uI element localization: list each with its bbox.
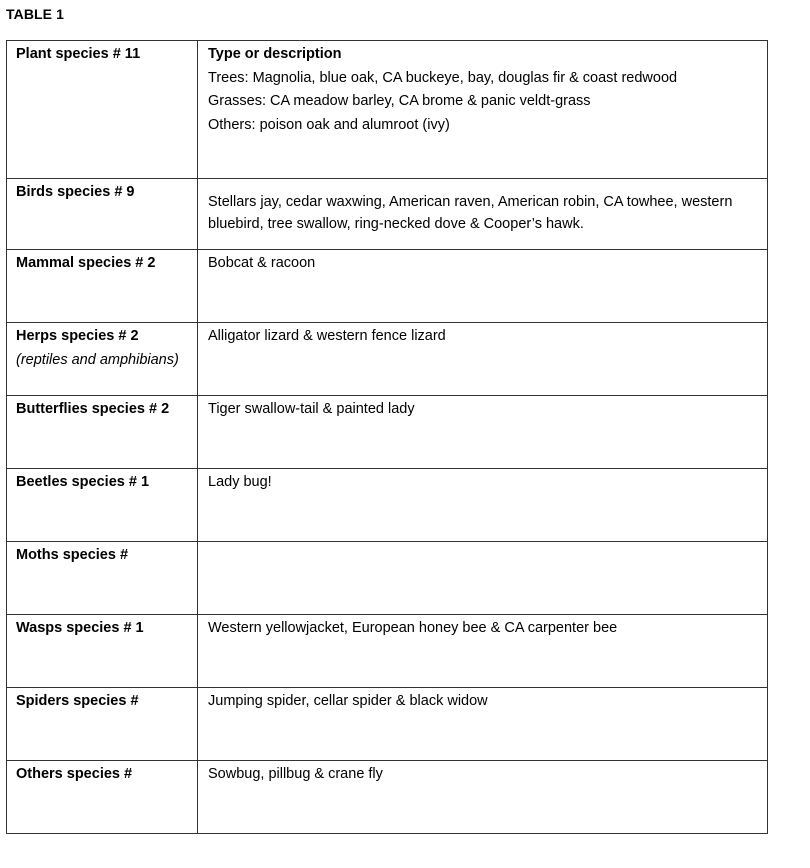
table-row-plants bbox=[7, 41, 768, 179]
row-description-mammals: Bobcat & racoon bbox=[208, 255, 316, 271]
label-cell-spiders bbox=[7, 688, 198, 761]
description-heading: Type or description bbox=[208, 46, 342, 62]
table-row-herps bbox=[7, 323, 768, 396]
desc-cell-wasps bbox=[198, 615, 768, 688]
label-cell-birds bbox=[7, 179, 198, 250]
plants-others-line: Others: poison oak and alumroot (ivy) bbox=[208, 116, 450, 133]
row-label-plants: Plant species # 11 bbox=[16, 46, 141, 62]
row-label-mammals: Mammal species # 2 bbox=[16, 255, 156, 271]
species-table bbox=[6, 40, 768, 834]
label-cell-plants bbox=[7, 41, 198, 179]
row-description-wasps: Western yellowjacket, European honey bee & CA carpenter bee bbox=[208, 620, 618, 636]
table-caption: TABLE 1 bbox=[6, 6, 64, 22]
row-label-moths: Moths species # bbox=[16, 547, 129, 563]
desc-cell-spiders bbox=[198, 688, 768, 761]
row-description-birds: Stellars jay, cedar waxwing, American raven, American robin, CA towhee, western bluebird, tree swallow, ring-necked dove & Cooper’s hawk. bbox=[208, 194, 733, 232]
table-row-mammals bbox=[7, 250, 768, 323]
plants-trees-line: Trees: Magnolia, blue oak, CA buckeye, bay, douglas fir & coast redwood bbox=[208, 69, 678, 86]
table-row-butterflies bbox=[7, 396, 768, 469]
desc-cell-beetles bbox=[198, 469, 768, 542]
desc-cell-moths bbox=[198, 542, 768, 615]
table-row-birds bbox=[7, 179, 768, 250]
desc-cell-others bbox=[198, 761, 768, 834]
row-description-herps: Alligator lizard & western fence lizard bbox=[208, 328, 446, 344]
desc-cell-butterflies bbox=[198, 396, 768, 469]
label-cell-others bbox=[7, 761, 198, 834]
table-row-moths bbox=[7, 542, 768, 615]
label-cell-butterflies bbox=[7, 396, 198, 469]
desc-cell-plants bbox=[198, 41, 768, 179]
row-note-herps: (reptiles and amphibians) bbox=[16, 351, 179, 368]
label-cell-moths bbox=[7, 542, 198, 615]
desc-cell-mammals bbox=[198, 250, 768, 323]
label-cell-mammals bbox=[7, 250, 198, 323]
plants-grasses-line: Grasses: CA meadow barley, CA brome & panic veldt-grass bbox=[208, 93, 591, 109]
row-label-butterflies: Butterflies species # 2 bbox=[16, 401, 170, 417]
row-label-wasps: Wasps species # 1 bbox=[16, 620, 144, 636]
row-description-spiders: Jumping spider, cellar spider & black widow bbox=[208, 693, 488, 709]
label-cell-herps bbox=[7, 323, 198, 396]
table-row-beetles bbox=[7, 469, 768, 542]
row-label-herps: Herps species # 2 bbox=[16, 328, 139, 344]
table-row-wasps bbox=[7, 615, 768, 688]
table-row-others bbox=[7, 761, 768, 834]
desc-cell-herps bbox=[198, 323, 768, 396]
label-cell-beetles bbox=[7, 469, 198, 542]
row-description-others: Sowbug, pillbug & crane fly bbox=[208, 766, 383, 782]
row-label-beetles: Beetles species # 1 bbox=[16, 474, 150, 490]
row-label-others: Others species # bbox=[16, 766, 133, 782]
desc-cell-birds bbox=[198, 179, 768, 250]
row-label-spiders: Spiders species # bbox=[16, 693, 139, 709]
row-description-beetles: Lady bug! bbox=[208, 474, 272, 490]
label-cell-wasps bbox=[7, 615, 198, 688]
row-description-butterflies: Tiger swallow-tail & painted lady bbox=[208, 401, 415, 417]
table-row-spiders bbox=[7, 688, 768, 761]
row-label-birds: Birds species # 9 bbox=[16, 184, 135, 200]
